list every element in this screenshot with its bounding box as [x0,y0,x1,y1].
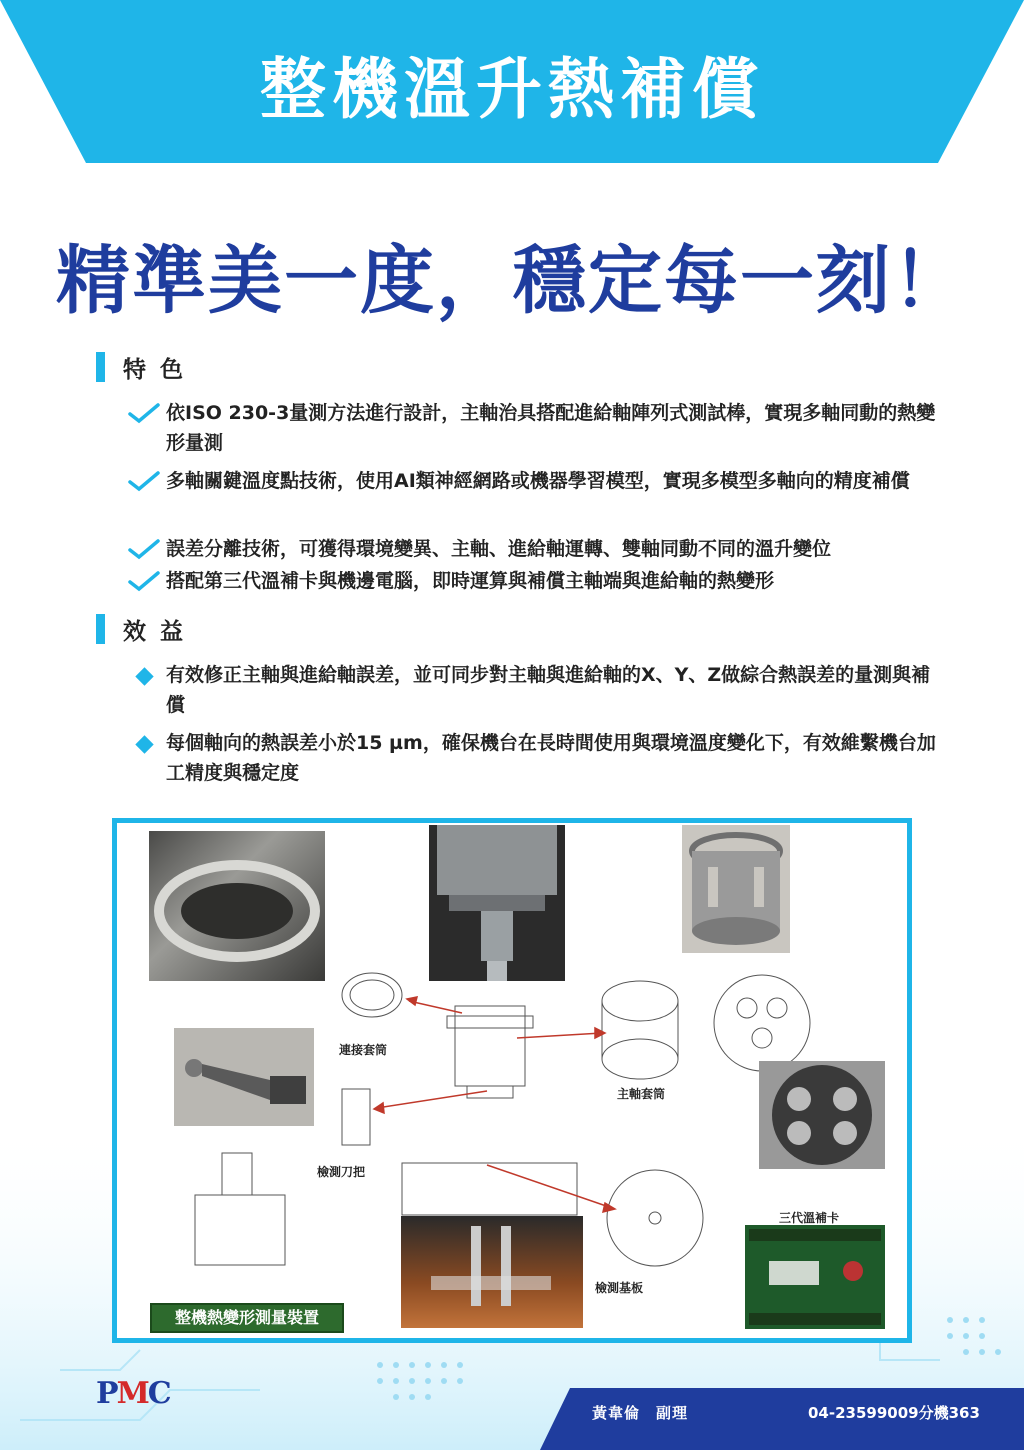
contact-phone: 04-23599009分機363 [808,1404,980,1422]
diamond-icon [135,735,153,753]
section-marker [96,614,105,644]
temp-card-photo [745,1225,885,1329]
tool-holder-photo [174,1028,314,1126]
slogan-heading: 精準美一度，穩定每一刻！ [56,238,968,324]
check-icon [127,470,161,492]
benefit-item: 有效修正主軸與進給軸誤差，並可同步對主軸與進給軸的X、Y、Z做綜合熱誤差的量測與補償 [122,660,942,720]
caption-spindle-sleeve: 主軸套筒 [617,1087,666,1101]
disc-plate-photo [759,1061,885,1169]
caption-temp-card: 三代溫補卡 [779,1211,840,1225]
feature-item: 多軸關鍵溫度點技術，使用AI類神經網路或機器學習模型，實現多模型多軸向的精度補償 [122,466,942,496]
check-icon [127,538,161,560]
benefit-item: 每個軸向的熱誤差小於15 µm，確保機台在長時間使用與環境溫度變化下，有效維繫機台加工精度與穩定度 [122,728,942,788]
section-marker [96,352,105,382]
pmc-logo: PMC [96,1376,170,1411]
caption-test-holder: 檢測刀把 [317,1165,366,1179]
page-title: 整機溫升熱補償 [260,51,764,128]
caption-connector-sleeve: 連接套筒 [339,1043,388,1057]
features-heading: 特色 [96,352,197,382]
measurement-setup-photo [401,1216,583,1328]
device-label: 整機熱變形測量裝置 [150,1303,344,1333]
feature-item: 搭配第三代溫補卡與機邊電腦，即時運算與補償主軸端與進給軸的熱變形 [122,566,942,596]
check-icon [127,402,161,424]
contact-name: 黃韋倫 副理 [592,1404,689,1422]
benefits-heading: 效益 [96,614,197,644]
caption-test-plate: 檢測基板 [595,1281,644,1295]
feature-item: 誤差分離技術，可獲得環境變異、主軸、進給軸運轉、雙軸同動不同的溫升變位 [122,534,942,564]
diamond-icon [135,667,153,685]
feature-item: 依ISO 230-3量測方法進行設計，主軸治具搭配進給軸陣列式測試棒，實現多軸同動的熱變形量測 [122,398,942,458]
check-icon [127,570,161,592]
equipment-figure [112,818,912,1343]
